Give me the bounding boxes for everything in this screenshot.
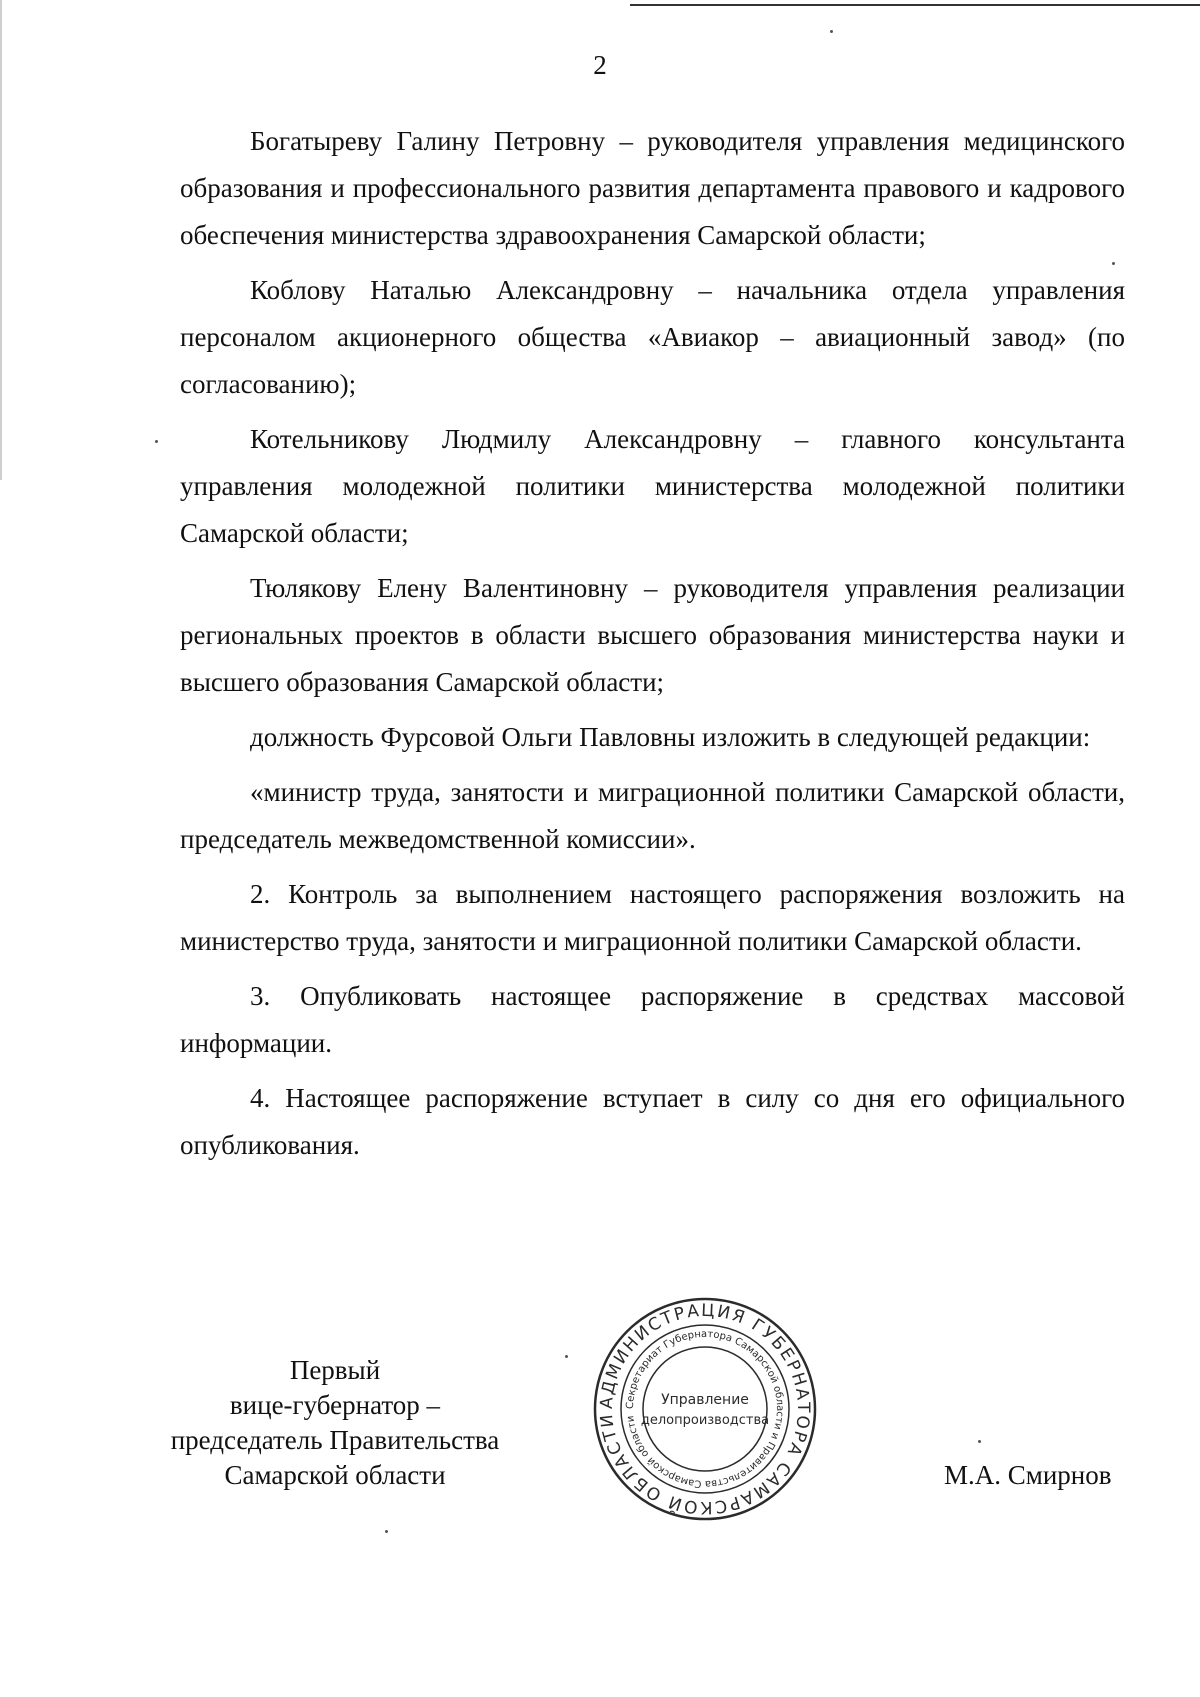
paragraph-item-2: 2. Контроль за выполнением настоящего распоряжения возложить на министерство труда, занятости и миграционной политики Самарской области. <box>180 879 1125 956</box>
signatory-title-line: вице-губернатор – <box>229 1390 441 1420</box>
paragraph-fursova-position: должность Фурсовой Ольги Павловны изложить в следующей редакции: <box>250 722 1091 752</box>
stamp-seal <box>590 1294 820 1524</box>
scan-speck <box>978 1440 981 1443</box>
paragraph-koblova: Коблову Наталью Александровну – начальника отдела управления персоналом акционерного общества «Авиакор – авиационный завод» (по согласованию); <box>180 275 1125 399</box>
signatory-title-line: председатель Правительства <box>170 1425 500 1455</box>
signatory-title-line: Самарской области <box>224 1460 446 1490</box>
paragraph-item-3: 3. Опубликовать настоящее распоряжение в средствах массовой информации. <box>180 981 1125 1058</box>
stamp-center-line-1: Управление <box>661 1392 749 1408</box>
signatory-title-line: Первый <box>289 1355 381 1385</box>
paragraph-kotelnikova: Котельникову Людмилу Александровну – главного консультанта управления молодежной политики министерства молодежной политики Самарской области; <box>180 424 1125 548</box>
official-stamp <box>590 1294 820 1524</box>
svg-text:Секретариат Губернатора Самарс <box>625 1329 785 1489</box>
paragraph-tyulyakova: Тюлякову Елену Валентиновну – руководителя управления реализации региональных проектов в области высшего образования министерства науки и высшего образования Самарской области; <box>180 573 1125 697</box>
paragraph-minister-title: «министр труда, занятости и миграционной политики Самарской области, председатель межведомственной комиссии». <box>180 777 1125 854</box>
scan-speck <box>385 1530 388 1533</box>
stamp-outer-text: АДМИНИСТРАЦИЯ ГУБЕРНАТОРА САМАРСКОЙ ОБЛАСТИ <box>596 1300 814 1518</box>
scan-speck <box>830 30 833 33</box>
document-body <box>180 118 1125 1177</box>
scan-speck <box>1112 262 1115 265</box>
signatory-title <box>150 1353 520 1493</box>
page-number: 2 <box>593 50 607 80</box>
scan-speck <box>565 1355 568 1358</box>
signatory-name: М.А. Смирнов <box>944 1460 1112 1490</box>
top-border-line <box>630 4 1200 6</box>
paragraph-item-4: 4. Настоящее распоряжение вступает в силу со дня его официального опубликования. <box>180 1083 1125 1160</box>
stamp-inner-text: Секретариат Губернатора Самарской области и Правительства Самарской области <box>624 1328 786 1490</box>
paragraph-bogatyreva: Богатыреву Галину Петровну – руководителя управления медицинского образования и профессионального развития департамента правового и кадрового обеспечения министерства здравоохранения Самарской области; <box>180 126 1125 250</box>
stamp-center-line-2: делопроизводства <box>640 1413 770 1428</box>
scan-speck <box>155 440 158 443</box>
